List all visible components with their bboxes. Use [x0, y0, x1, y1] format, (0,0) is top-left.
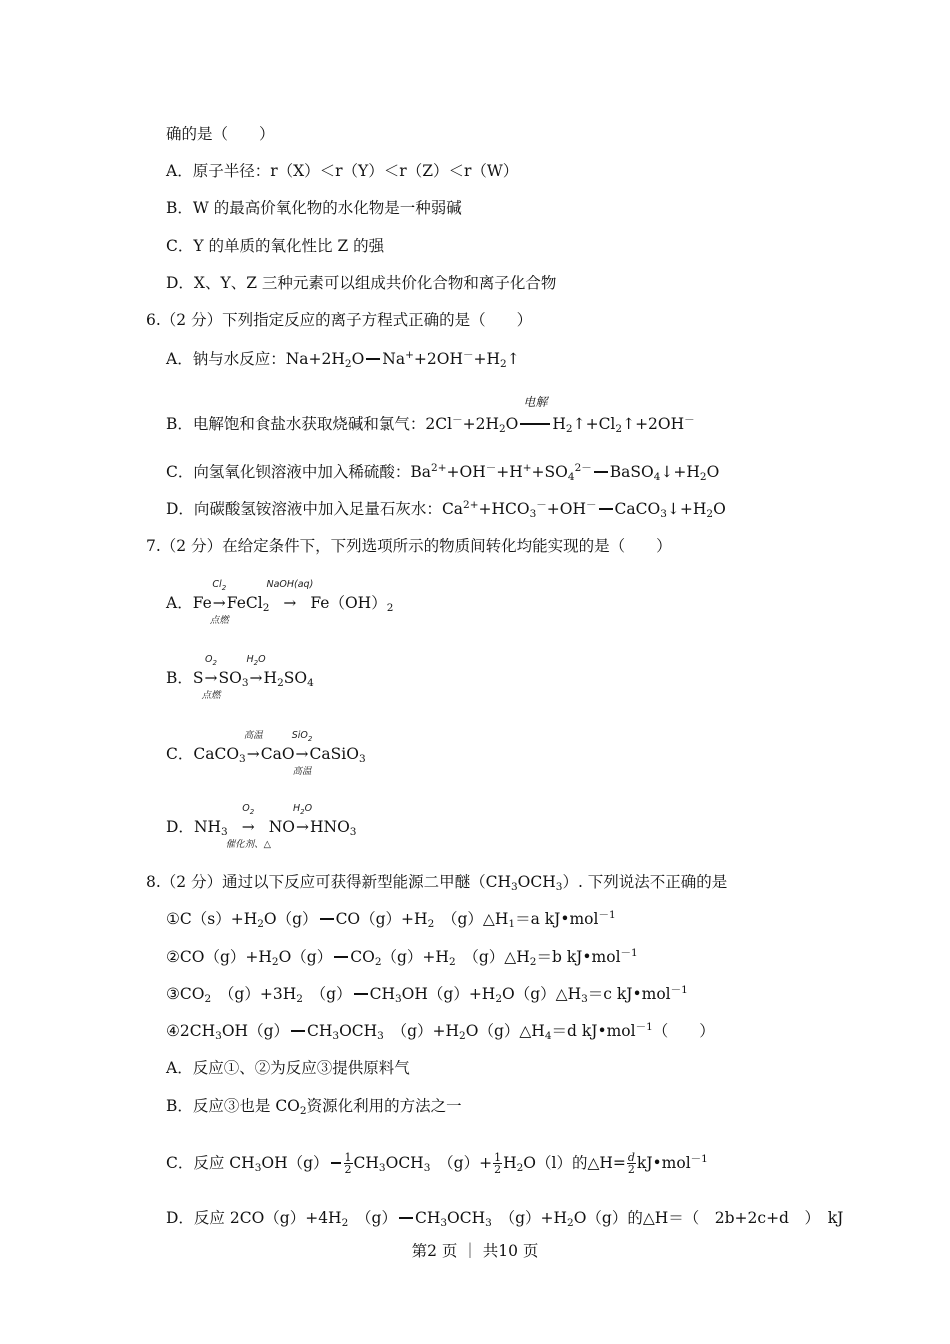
cond-cl2: $Cl_2$: [212, 579, 227, 592]
q8-reaction-4: $④2CH_3OH(g)$ $CH_3OCH_3$ $(g)+H_2O(g)\triangle H_4=d$ kJ•mol$^{-1}$（ ）: [166, 1021, 715, 1042]
q7-option-b: B．S $O_2$ → 点燃 $SO_3$ $H_2O$ $\to H_2SO_4$: [166, 654, 314, 701]
q7-option-c: C．CaCO$_3$ 高温 →CaO SiO$_2$ → 高温 CaSiO$_3$: [166, 730, 366, 777]
arrow-o2-cat: $O_2$ → 催化剂、△: [225, 803, 271, 850]
q7-c-label: C．: [166, 745, 194, 763]
q6-option-d: D．向碳酸氢铵溶液中加入足量石灰水：$Ca^{2+}+HCO_3^-+OH^-$ $CaCO_3↓+H_2O$: [166, 499, 726, 520]
arrow-sio2: SiO$_2$ → 高温: [291, 730, 313, 777]
cond-ignite: 点燃: [209, 615, 229, 626]
electrolysis-condition: 电解: [523, 395, 548, 409]
q7-d-label: D．: [166, 818, 194, 836]
q6-b-prefix: B．电解饱和食盐水获取烧碱和氯气：: [166, 415, 426, 433]
q6-stem: 6.（2 分）下列指定反应的离子方程式正确的是（ ）: [146, 311, 533, 329]
q7-b-label: B．: [166, 669, 193, 687]
arrow-naoh: NaOH(aq) →: [266, 579, 314, 612]
reaction-3-label: ③: [166, 985, 180, 1003]
q6-a-prefix: A．钠与水反应：: [166, 350, 286, 368]
fraction-one-half: $\frac{1}{2}$: [344, 1150, 352, 1176]
cond-o2: $O_2$: [242, 803, 255, 816]
q8-c-prefix: C．反应: [166, 1154, 230, 1172]
q8-option-a: A．反应①、②为反应③提供原料气: [166, 1059, 410, 1077]
q7-a-label: A．: [166, 594, 193, 612]
cond-catalyst: 催化剂、△: [225, 839, 271, 850]
q8-option-b: B．反应③也是 $CO_2$资源化利用的方法之一: [166, 1097, 462, 1117]
electrolysis-arrow: [518, 395, 552, 435]
q6-option-b: B．电解饱和食盐水获取烧碱和氯气：$2Cl^-+2H_2O$ 电解 $H_2↑+Cl_2↑+2OH^-$: [166, 413, 695, 435]
q6-c-prefix: C．向氢氧化钡溶液中加入稀硫酸：: [166, 463, 411, 481]
cond-high-temp-2: 高温: [292, 766, 312, 777]
q7-stem: 7.（2 分）在给定条件下，下列选项所示的物质间转化均能实现的是（ ）: [146, 537, 672, 555]
q8-option-d: D．反应 $2CO(g)+4H_2$ （g） $CH_3OCH_3$ $(g)+H_2O(g)$的△H＝（ 2b+2c+d ） kJ: [166, 1209, 844, 1229]
q8-stem-c: ）. 下列说法不正确的是: [562, 873, 728, 891]
q8-stem-b: OCH: [517, 873, 556, 891]
q5-option-a: A．原子半径：r（X）＜r（Y）＜r（Z）＜r（W）: [166, 162, 519, 180]
reaction-4-tail: （ ）: [652, 1022, 715, 1040]
reaction-1-label: ①: [166, 910, 180, 928]
fraction-d-half: $\frac{d}{2}$: [627, 1150, 635, 1176]
q8-option-c: C．反应 $CH_3OH(g)$ $\frac{1}{2}$ $CH_3OCH_3$ （g）+ $\frac{1}{2}$ $H_2O(l)$的△H= $\frac{d}{2}$ kJ•mol$^{-1}$: [166, 1150, 708, 1176]
fraction-one-half-2: $\frac{1}{2}$: [494, 1150, 502, 1176]
cond-naoh: NaOH(aq): [266, 579, 314, 590]
arrow-o2: $O_2$ → 点燃: [201, 654, 221, 701]
q5-option-c: C．Y 的单质的氧化性比 Z 的强: [166, 237, 385, 255]
q5-option-b: B．W 的最高价氧化物的水化物是一种弱碱: [166, 199, 462, 217]
cond-sio2: SiO$_2$: [291, 730, 313, 743]
cond-h2o: $H_2O$: [246, 654, 266, 667]
arrow-heat: 高温 →: [243, 730, 263, 763]
q8-d-prefix: D．反应: [166, 1209, 230, 1227]
cond-h2o: $H_2O$: [292, 803, 313, 816]
arrow-h2o: $H_2O$ →: [246, 654, 266, 687]
q6-option-a: A．钠与水反应：$Na+2H_2O$ $Na^++2OH^-+H_2↑$: [166, 349, 520, 370]
q8-reaction-3: $③CO_2$ $(g)+3H_2$ （g） $CH_3OH(g)+H_2O(g)\triangle H_3=c$ kJ•mol$^{-1}$: [166, 984, 688, 1005]
q5-option-d: D．X、Y、Z 三种元素可以组成共价化合物和离子化合物: [166, 274, 557, 292]
cond-o2: $O_2$: [205, 654, 217, 667]
q6-d-prefix: D．向碳酸氢铵溶液中加入足量石灰水：: [166, 500, 442, 518]
page-footer: 第2 页 ｜ 共10 页: [411, 1242, 539, 1260]
q7-option-d: D．$NH_3$ $O_2$ → 催化剂、△ NO $H_2O$ $\to HNO_3$: [166, 803, 357, 850]
reaction-4-label: ④: [166, 1022, 180, 1040]
q8-b-a: B．反应③也是 CO: [166, 1097, 300, 1115]
q8-b-b: 资源化利用的方法之一: [306, 1097, 462, 1115]
arrow-h2o: $H_2O$ →: [292, 803, 313, 836]
cond-high-temp: 高温: [243, 730, 263, 741]
q8-reaction-1: $①C(s)+H_2O(g)$ $CO(g)+H_2$ $(g)\triangle H_1=a$ kJ•mol$^{-1}$: [166, 909, 616, 930]
q7-option-a: A．Fe $Cl_2$ → 点燃 FeCl$_2$ NaOH(aq) → $Fe(OH)_2$: [166, 579, 394, 626]
arrow-cl2: $Cl_2$ → 点燃: [209, 579, 229, 626]
reaction-2-label: ②: [166, 948, 180, 966]
q5-stem-tail: 确的是（ ）: [166, 125, 275, 143]
q8-stem: 8.（2 分）通过以下反应可获得新型能源二甲醚$(CH_3OCH_3)$. 下列说法不正确的是: [146, 873, 728, 893]
q8-reaction-2: $②CO(g)+H_2O(g)$ $CO_2(g)+H_2$ $(g)\triangle H_2=b$ kJ•mol$^{-1}$: [166, 947, 638, 968]
q6-option-c: C．向氢氧化钡溶液中加入稀硫酸：$Ba^{2+}+OH^-+H^++SO_4^{2-}$ $BaSO_4↓+H_2O$: [166, 462, 720, 483]
q8-stem-a: 8.（2 分）通过以下反应可获得新型能源二甲醚（CH: [146, 873, 511, 891]
cond-ignite: 点燃: [201, 690, 221, 701]
